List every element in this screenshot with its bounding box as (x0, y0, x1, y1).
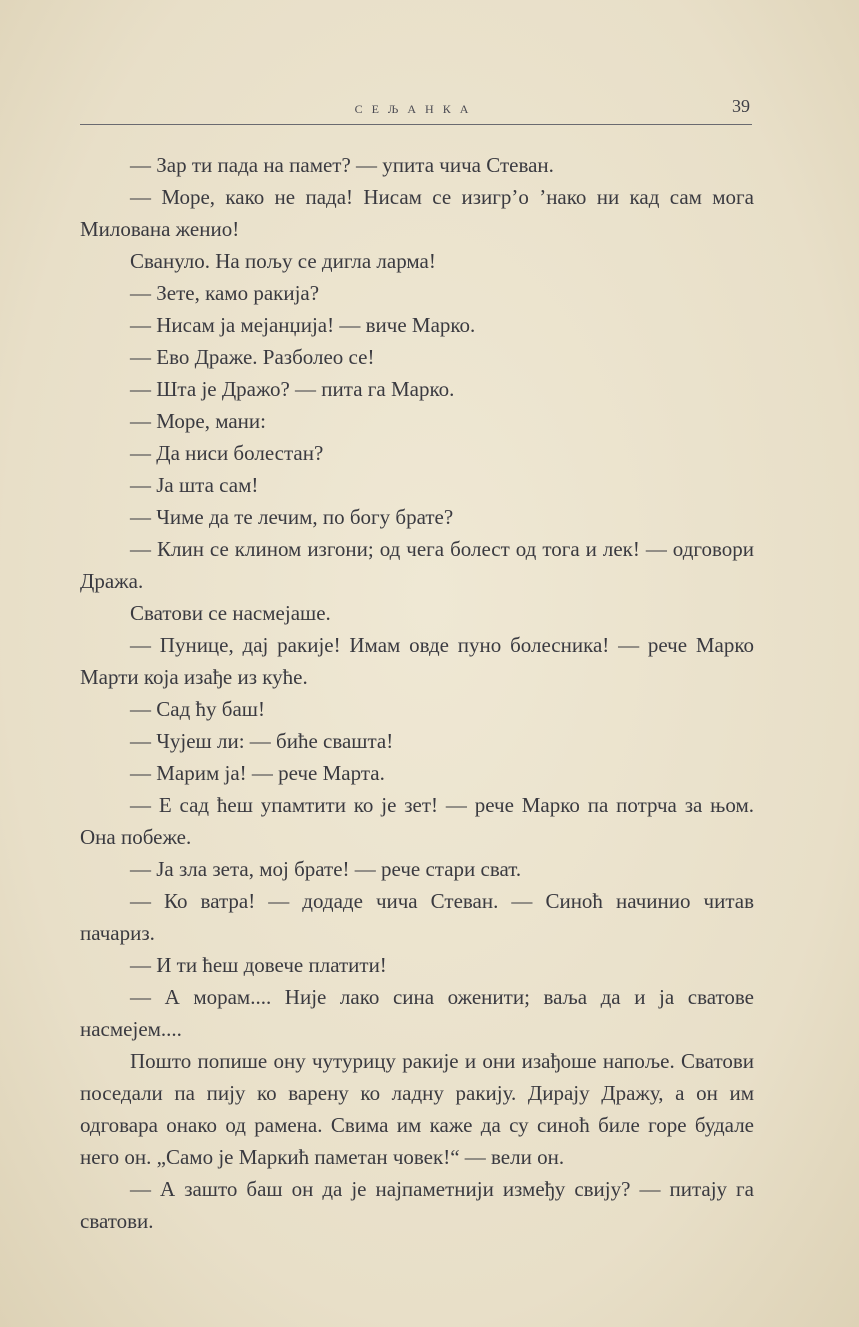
paragraph: — Марим ја! — рече Марта. (130, 761, 385, 785)
paragraph: — Сад ћу баш! (130, 697, 265, 721)
paragraph: — Ја зла зета, мој брате! — рече стари сват. (130, 857, 522, 881)
paragraph: — Море, како не пада! Нисам се изигр’о ’нако ни кад сам мога Милована женио! (80, 185, 754, 241)
paragraph: — Да ниси болестан? (130, 441, 324, 465)
paragraph: — Ево Драже. Разболео се! (130, 345, 375, 369)
paragraph: — А зашто баш он да је најпаметнији између свију? — питају га сватови. (80, 1177, 754, 1233)
page-header (80, 96, 752, 126)
paragraph: — И ти ћеш довече платити! (130, 953, 387, 977)
paragraph: — Нисам ја мејанџија! — виче Марко. (130, 313, 476, 337)
page-number: 39 (732, 96, 750, 116)
paragraph: Сватови се насмејаше. (130, 601, 331, 625)
paragraph: Свануло. На пољу се дигла ларма! (130, 249, 436, 273)
body-text (80, 149, 754, 1237)
paragraph: — Клин се клином изгони; од чега болест од тога и лек! — одговори Дража. (80, 537, 754, 593)
paragraph: — Ко ватра! — додаде чича Стеван. — Синоћ начинио читав пачариз. (80, 889, 754, 945)
paragraph: — Море, мани: (130, 409, 266, 433)
paragraph: — Чујеш ли: — биће свашта! (130, 729, 394, 753)
paragraph: — Е сад ћеш упамтити ко је зет! — рече Марко па потрча за њом. Она побеже. (80, 793, 754, 849)
paragraph: Пошто попише ону чутурицу ракије и они изађоше напоље. Сватови поседали па пију ко варену ко ладну ракију. Дирају Дражу, а он им одговара онако од рамена. Свима им каже да су синоћ биле горе будале него он. „Само је Маркић паметан човек!“ — вели он. (80, 1049, 754, 1169)
paragraph: — Чиме да те лечим, по богу брате? (130, 505, 454, 529)
paragraph: — Ја шта сам! (130, 473, 259, 497)
paragraph: — Зете, камо ракија? (130, 281, 320, 305)
paragraph: — А морам.... Није лако сина оженити; ваља да и ја сватове насмејем.... (80, 985, 754, 1041)
paragraph: — Пунице, дај ракије! Имам овде пуно болесника! — рече Марко Марти која изађе из куће. (80, 633, 754, 689)
paragraph: — Шта је Дражо? — пита га Марко. (130, 377, 455, 401)
paragraph: — Зар ти пада на памет? — упита чича Стеван. (130, 153, 554, 177)
running-title: СЕЉАНКА (354, 102, 478, 116)
header-rule (80, 124, 752, 125)
